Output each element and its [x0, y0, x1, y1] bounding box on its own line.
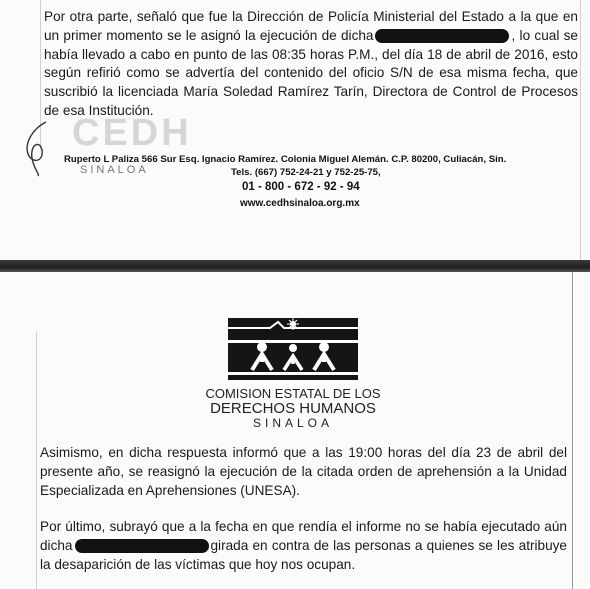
- cedh-emblem-icon: [228, 318, 358, 380]
- redaction-bar: [75, 539, 209, 553]
- footer-address: Ruperto L Paliza 566 Sur Esq. Ignacio Ramírez. Colonia Miguel Alemán. C.P. 80200, Culiacán, Sin.: [64, 154, 507, 165]
- page-separator: [0, 260, 590, 272]
- footer-tollfree: 01 - 800 - 672 - 92 - 94: [242, 181, 360, 193]
- logo-line-1: COMISION ESTATAL DE LOS: [205, 386, 381, 401]
- top-paragraph-part2: , lo cual se había llevado a cabo en punto de las 08:35 horas P.M., del día 18 de abril de 2016, esto según refirió como se advertía del contenido del oficio S/N de esa misma fecha, que suscribió la licenciada María Soledad Ramírez Tarín, Directora de Control de Procesos de esa Institución.: [44, 27, 578, 118]
- footer-phones: Tels. (667) 752-24-21 y 752-25-75,: [231, 167, 381, 178]
- logo-line-3: SINALOA: [252, 416, 334, 430]
- top-paragraph-part1: Por otra parte, señaló que fue la Dirección de Policía Ministerial del Estado a la que en un primer momento se le asignó la ejecución de dicha: [44, 9, 578, 43]
- right-margin-line: [572, 272, 573, 589]
- cedh-watermark: CEDH: [72, 112, 192, 154]
- bottom-paragraph-1: Asimismo, en dicha respuesta informó que a las 19:00 horas del día 23 de abril del presente año, se reasignó la ejecución de la citada orden de aprehensión a la Unidad Especializada en Aprehensiones (UNESA).: [40, 445, 567, 498]
- bottom-paragraph-2-part1: Por último, subrayó que a la fecha en que rendía el informe no se había ejecutado aún dicha: [40, 519, 567, 553]
- top-paragraph: [44, 8, 578, 121]
- sinaloa-watermark: SINALOA: [80, 164, 149, 176]
- redaction-bar: [375, 29, 509, 43]
- logo-line-2: DERECHOS HUMANOS: [210, 400, 376, 417]
- footer-website: www.cedhsinaloa.org.mx: [240, 198, 360, 209]
- handwritten-signature: [18, 118, 58, 178]
- cedh-logo: [205, 318, 381, 431]
- bottom-paragraph-2-part2: girada en contra de las personas a quienes se les atribuye la desaparición de las víctimas que hoy nos ocupan.: [40, 537, 567, 572]
- bottom-paragraph-2: [40, 518, 567, 574]
- right-margin-line: [580, 0, 581, 260]
- left-margin-line: [36, 332, 37, 589]
- top-page: [0, 0, 590, 260]
